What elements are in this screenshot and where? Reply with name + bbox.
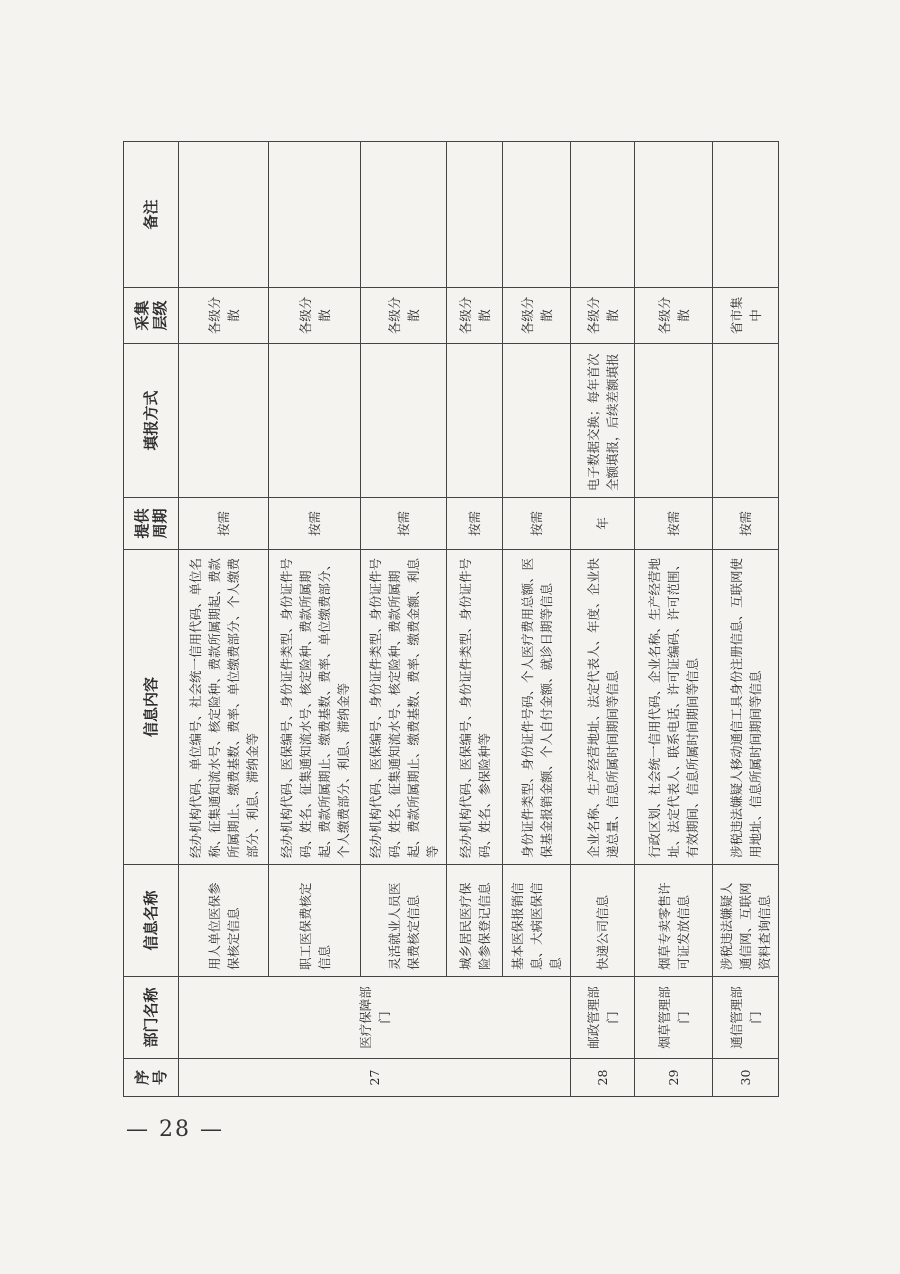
header-info-name: 信息名称: [124, 865, 179, 977]
header-content: 信息内容: [124, 550, 179, 865]
info-name-cell: 基本医保报销信息、大病医保信息: [503, 865, 571, 977]
header-method: 填报方式: [124, 344, 179, 498]
dept-cell: 烟草管理部门: [635, 977, 713, 1059]
period-cell: 按需: [713, 498, 779, 550]
header-period: 提供周期: [124, 498, 179, 550]
method-cell: [447, 344, 503, 498]
table-row: [713, 142, 779, 1097]
header-note: 备注: [124, 142, 179, 288]
level-cell: 各级分散: [447, 288, 503, 344]
level-cell: 各级分散: [361, 288, 447, 344]
content-cell: 身份证件类型、身份证件号码、个人医疗费用总额、医保基金报销金额、个人自付金额、就诊日期等信息: [503, 550, 571, 865]
period-cell: 按需: [447, 498, 503, 550]
note-cell: [713, 142, 779, 288]
info-name-cell: 城乡居民医疗保险参保登记信息: [447, 865, 503, 977]
period-cell: 按需: [269, 498, 361, 550]
header-dept: 部门名称: [124, 977, 179, 1059]
info-name-cell: 烟草专卖零售许可证发放信息: [635, 865, 713, 977]
page-number: — 28 —: [126, 1117, 224, 1142]
table-row: [503, 142, 571, 1097]
note-cell: [503, 142, 571, 288]
period-cell: 按需: [635, 498, 713, 550]
table-row: [571, 142, 635, 1097]
content-cell: 经办机构代码、医保编号、身份证件类型、身份证件号码、姓名、征集通知流水号、核定险种、费款所属期起、费款所属期止、缴费基数、费率、单位缴费部分、个人缴费部分、利息、滞纳金等: [269, 550, 361, 865]
method-cell: [635, 344, 713, 498]
level-cell: 省市集中: [713, 288, 779, 344]
content-cell: 企业名称、生产经营地址、法定代表人、年度、企业快递总量、信息所属时间期间等信息: [571, 550, 635, 865]
period-cell: 按需: [503, 498, 571, 550]
method-cell: 电子数据交换；每年首次全额填报，后续差额填报: [571, 344, 635, 498]
info-name-cell: 涉税违法嫌疑人通信网、互联网资料查询信息: [713, 865, 779, 977]
content-cell: 经办机构代码、医保编号、身份证件类型、身份证件号码、姓名、征集通知流水号、核定险种、费款所属期起、费款所属期止、缴费基数、费率、缴费金额、利息等: [361, 550, 447, 865]
note-cell: [179, 142, 269, 288]
header-seq: 序号: [124, 1059, 179, 1097]
content-cell: 经办机构代码、医保编号、身份证件类型、身份证件号码、姓名、参保险种等: [447, 550, 503, 865]
level-cell: 各级分散: [571, 288, 635, 344]
info-name-cell: 职工医保费核定信息: [269, 865, 361, 977]
level-cell: 各级分散: [269, 288, 361, 344]
content-cell: 经办机构代码、单位编号、社会统一信用代码、单位名称、征集通知流水号、核定险种、费款所属期起、费款所属期止、缴费基数、费率、单位缴费部分、个人缴费部分、利息、滞纳金等: [179, 550, 269, 865]
table-row: [635, 142, 713, 1097]
table-row: [361, 142, 447, 1097]
method-cell: [179, 344, 269, 498]
rotated-table-container: [123, 142, 773, 1097]
method-cell: [503, 344, 571, 498]
level-cell: 各级分散: [179, 288, 269, 344]
period-cell: 按需: [179, 498, 269, 550]
note-cell: [269, 142, 361, 288]
table-row: [269, 142, 361, 1097]
dept-cell: 邮政管理部门: [571, 977, 635, 1059]
content-cell: 涉税违法嫌疑人移动通信工具身份注册信息、互联网使用地址、信息所属时间期间等信息: [713, 550, 779, 865]
info-name-cell: 快递公司信息: [571, 865, 635, 977]
header-level: 采集层级: [124, 288, 179, 344]
note-cell: [571, 142, 635, 288]
table-row: [179, 142, 269, 1097]
note-cell: [447, 142, 503, 288]
seq-cell: 30: [713, 1059, 779, 1097]
level-cell: 各级分散: [503, 288, 571, 344]
info-collection-table: [123, 141, 779, 1097]
level-cell: 各级分散: [635, 288, 713, 344]
method-cell: [713, 344, 779, 498]
seq-cell: 27: [179, 1059, 571, 1097]
header-row: [124, 142, 179, 1097]
seq-cell: 29: [635, 1059, 713, 1097]
info-name-cell: 用人单位医保参保核定信息: [179, 865, 269, 977]
content-cell: 行政区划、社会统一信用代码、企业名称、生产经营地址、法定代表人、联系电话、许可证编码、许可范围、有效期间、信息所属时间期间等信息: [635, 550, 713, 865]
note-cell: [361, 142, 447, 288]
seq-cell: 28: [571, 1059, 635, 1097]
note-cell: [635, 142, 713, 288]
dept-cell: 医疗保障部门: [179, 977, 571, 1059]
period-cell: 按需: [361, 498, 447, 550]
info-name-cell: 灵活就业人员医保费核定信息: [361, 865, 447, 977]
period-cell: 年: [571, 498, 635, 550]
method-cell: [269, 344, 361, 498]
dept-cell: 通信管理部门: [713, 977, 779, 1059]
table-row: [447, 142, 503, 1097]
method-cell: [361, 344, 447, 498]
